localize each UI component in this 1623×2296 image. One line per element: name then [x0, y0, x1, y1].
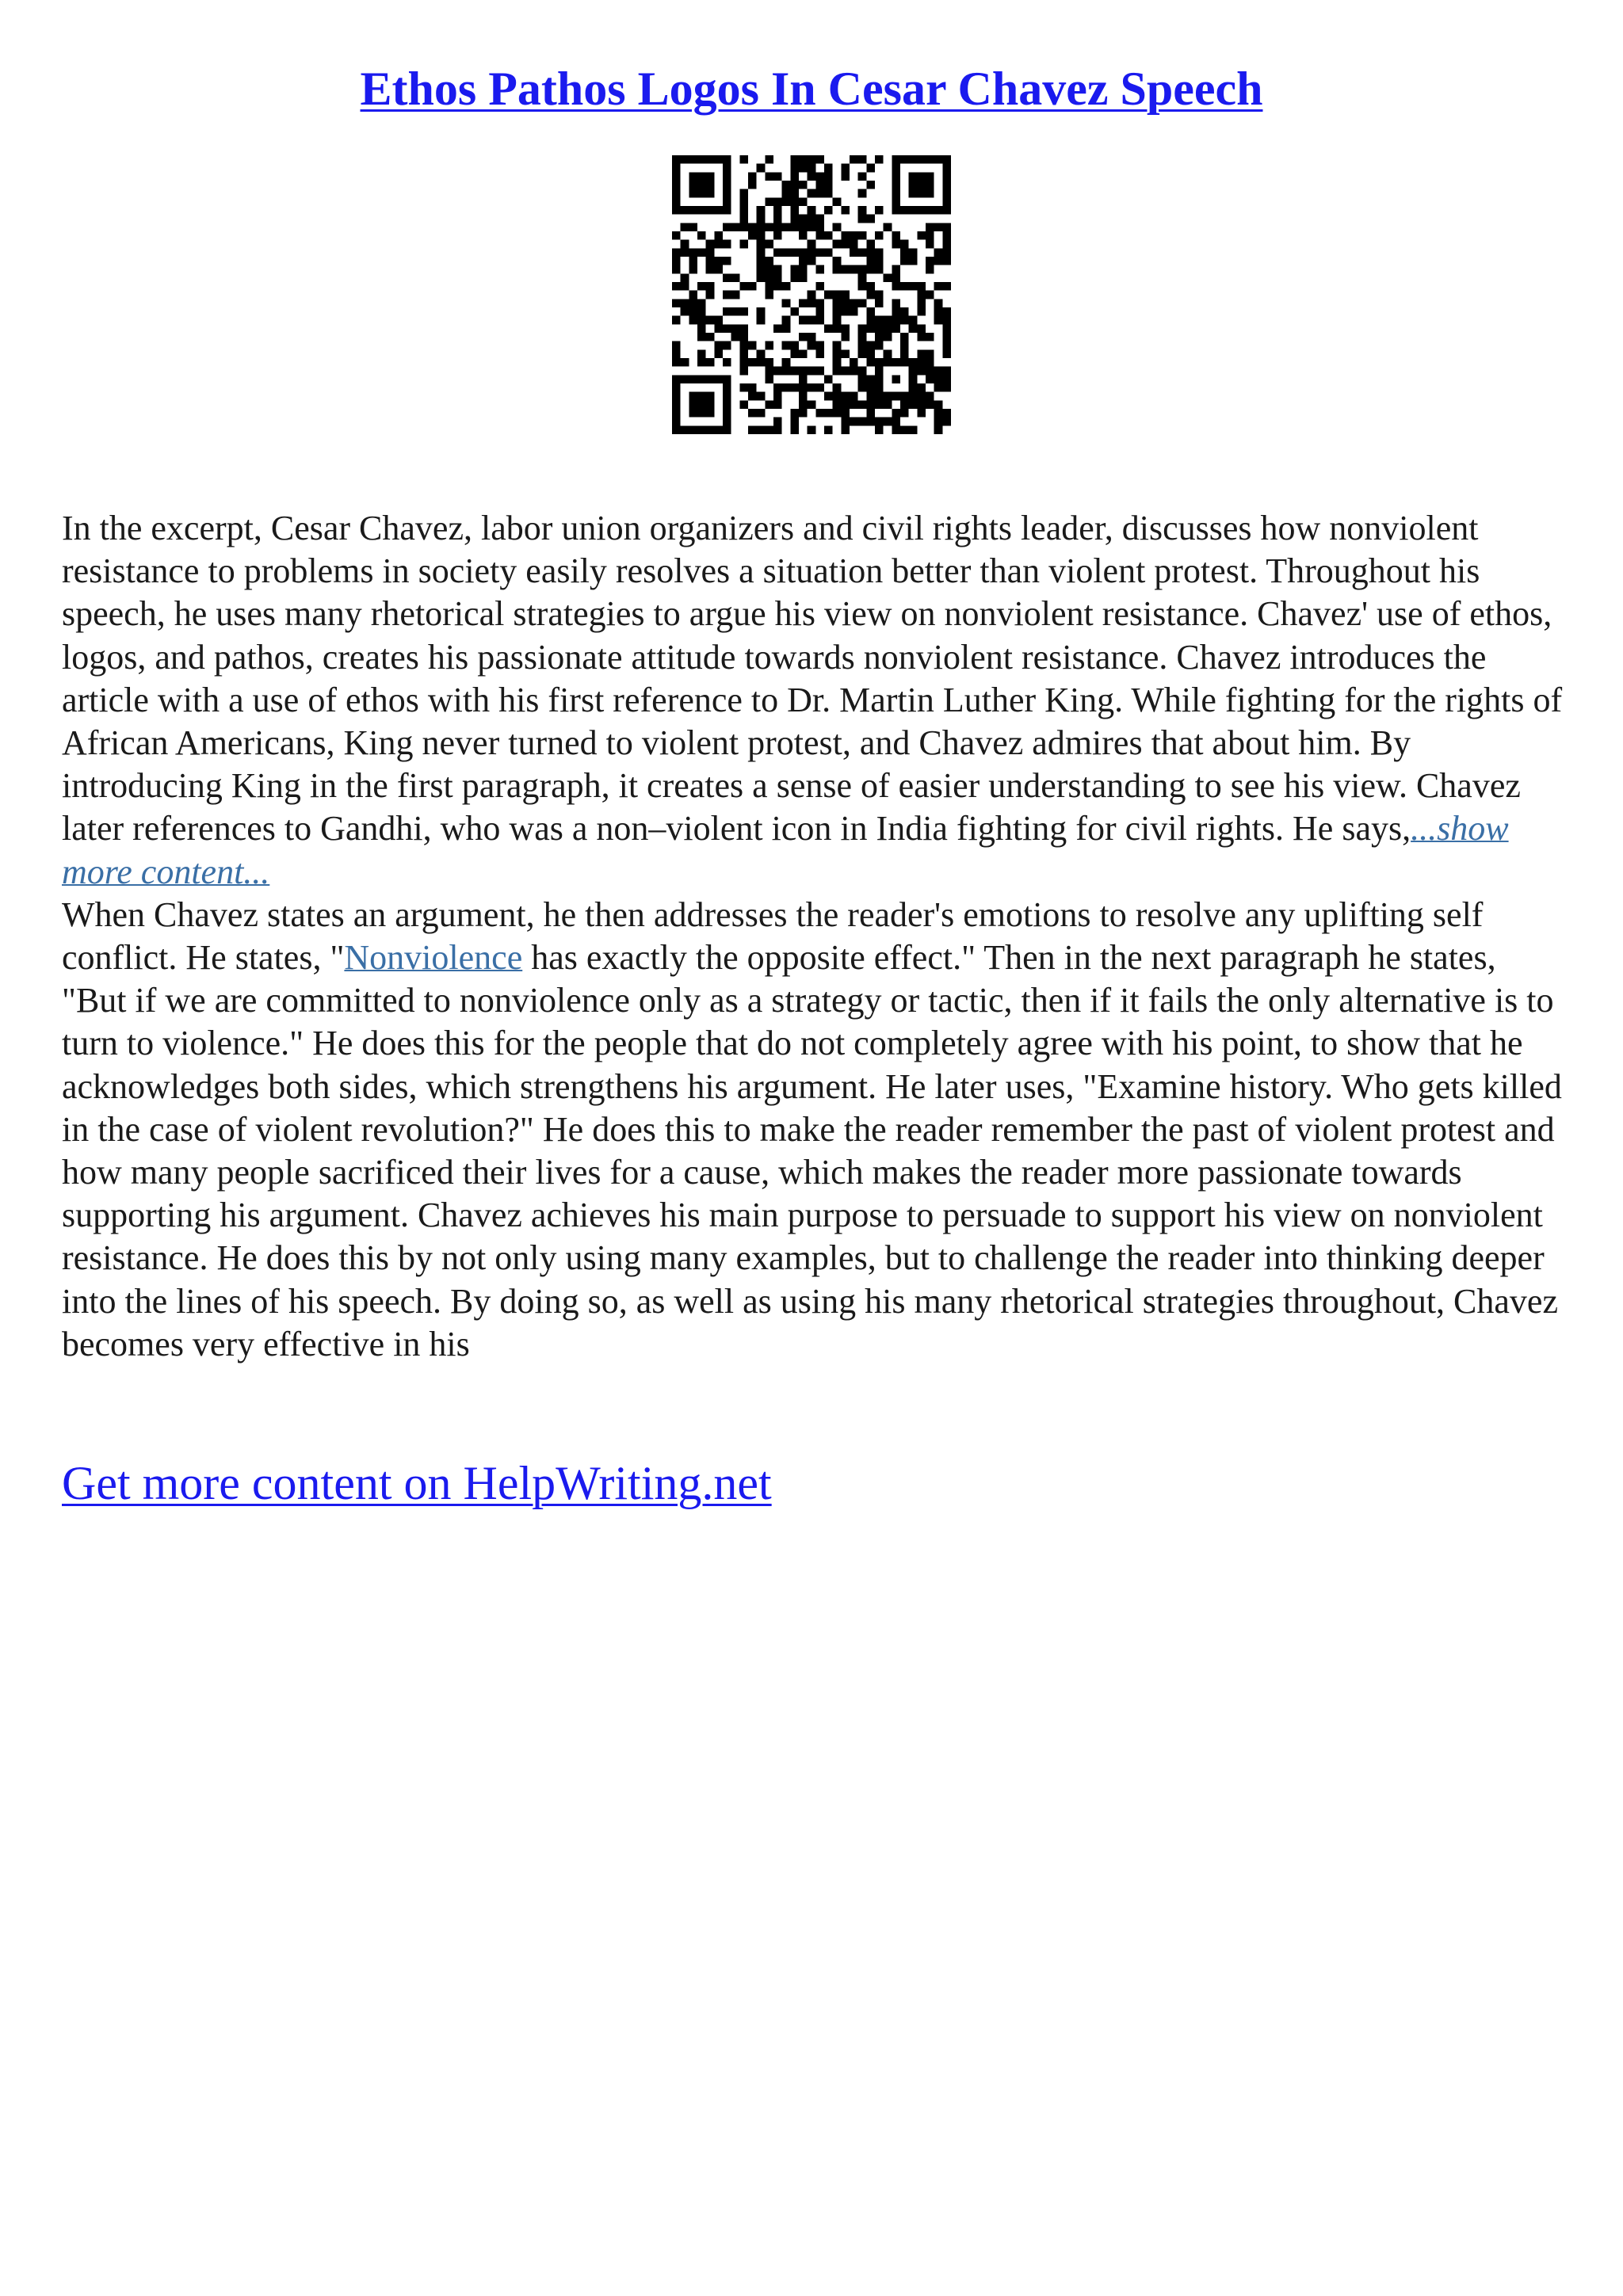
title-link[interactable]: Ethos Pathos Logos In Cesar Chavez Speech: [360, 63, 1263, 115]
page-title: [0, 57, 1623, 120]
paragraph-2-rest: has exactly the opposite effect." Then in the next paragraph he states, "But if we are committed to nonviolence only as a strategy or tactic, then if it fails the only alternative is to turn to violence." He does this for the people that do not completely agree with his point, to show that he acknowledges both sides, which strengthens his argument. He later uses, "Examine history. Who gets killed in the case of violent revolution?" He does this to make the reader remember the past of violent protest and how many people sacrificed their lives for a cause, which makes the reader more passionate towards supporting his argument. Chavez achieves his main purpose to persuade to support his view on nonviolent resistance. He does this by not only using many examples, but to challenge the reader into thinking deeper into the lines of his speech. By doing so, as well as using his many rhetorical strategies throughout, Chavez becomes very effective in his: [62, 938, 1562, 1363]
footer: [62, 1451, 772, 1515]
footer-link[interactable]: Get more content on HelpWriting.net: [62, 1457, 772, 1509]
paragraph-2-start: When Chavez states an argument, he then addresses the reader's emotions to resolve any uplifting self conflict. He states, ": [62, 894, 1484, 978]
paragraph-2: [62, 894, 1564, 1366]
qr-code-icon: [672, 155, 951, 434]
paragraph-1: [62, 507, 1564, 894]
nonviolence-link[interactable]: Nonviolence: [344, 938, 523, 978]
qr-code-graphic: [672, 155, 951, 434]
show-more-link[interactable]: ...show more content...: [62, 809, 1509, 891]
body-text: [62, 507, 1564, 1366]
paragraph-1-text: In the excerpt, Cesar Chavez, labor union organizers and civil rights leader, discusses how nonviolent resistance to problems in society easily resolves a situation better than violent protest. Throughout his speech, he uses many rhetorical strategies to argue his view on nonviolent resistance. Chavez' use of ethos, logos, and pathos, creates his passionate attitude towards nonviolent resistance. Chavez introduces the article with a use of ethos with his first reference to Dr. Martin Luther King. While fighting for the rights of African Americans, King never turned to violent protest, and Chavez admires that about him. By introducing King in the first paragraph, it creates a sense of easier understanding to see his view. Chavez later references to Gandhi, who was a non–violent icon in India fighting for civil rights. He says,: [62, 509, 1563, 849]
